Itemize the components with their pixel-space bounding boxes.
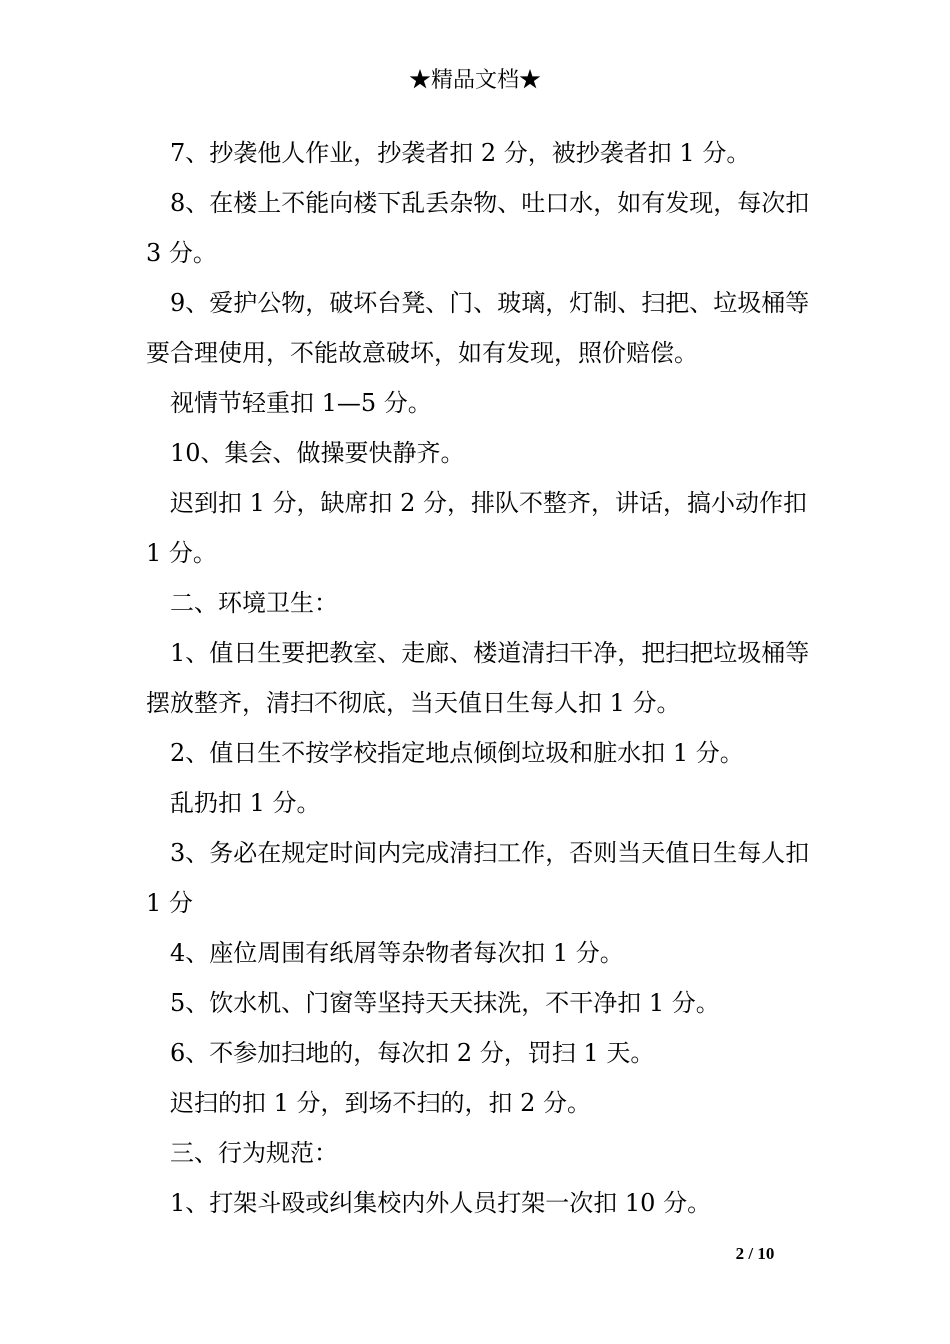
paragraph: 5、饮水机、门窗等坚持天天抹洗，不干净扣 1 分。: [170, 989, 720, 1017]
document-body: [146, 128, 810, 1228]
paragraph: 3、务必在规定时间内完成清扫工作，否则当天值日生每人扣 1 分: [146, 839, 810, 917]
paragraph: 4、座位周围有纸屑等杂物者每次扣 1 分。: [170, 939, 624, 967]
paragraph: 1、值日生要把教室、走廊、楼道清扫干净，把扫把垃圾桶等摆放整齐，清扫不彻底，当天值日生每人扣 1 分。: [146, 639, 810, 717]
section-heading: 二、环境卫生：: [170, 589, 338, 617]
paragraph: 9、爱护公物，破坏台凳、门、玻璃，灯制、扫把、垃圾桶等要合理使用，不能故意破坏，如有发现，照价赔偿。: [146, 289, 810, 367]
paragraph: 6、不参加扫地的，每次扣 2 分，罚扫 1 天。: [170, 1039, 655, 1067]
section-heading: 三、行为规范：: [170, 1139, 338, 1167]
paragraph: 8、在楼上不能向楼下乱丢杂物、吐口水，如有发现，每次扣 3 分。: [146, 189, 810, 267]
page-header: ★精品文档★: [408, 68, 541, 93]
page-number: 2 / 10: [735, 1244, 775, 1263]
paragraph: 迟到扣 1 分，缺席扣 2 分，排队不整齐，讲话，搞小动作扣 1 分。: [146, 489, 808, 567]
paragraph: 10、集会、做操要快静齐。: [170, 439, 465, 467]
paragraph: 迟扫的扣 1 分，到场不扫的，扣 2 分。: [170, 1089, 592, 1117]
paragraph: 1、打架斗殴或纠集校内外人员打架一次扣 10 分。: [170, 1189, 712, 1217]
paragraph: 2、值日生不按学校指定地点倾倒垃圾和脏水扣 1 分。: [170, 739, 744, 767]
paragraph: 乱扔扣 1 分。: [170, 789, 321, 817]
paragraph: 7、抄袭他人作业，抄袭者扣 2 分，被抄袭者扣 1 分。: [170, 139, 751, 167]
paragraph: 视情节轻重扣 1—5 分。: [170, 389, 432, 417]
